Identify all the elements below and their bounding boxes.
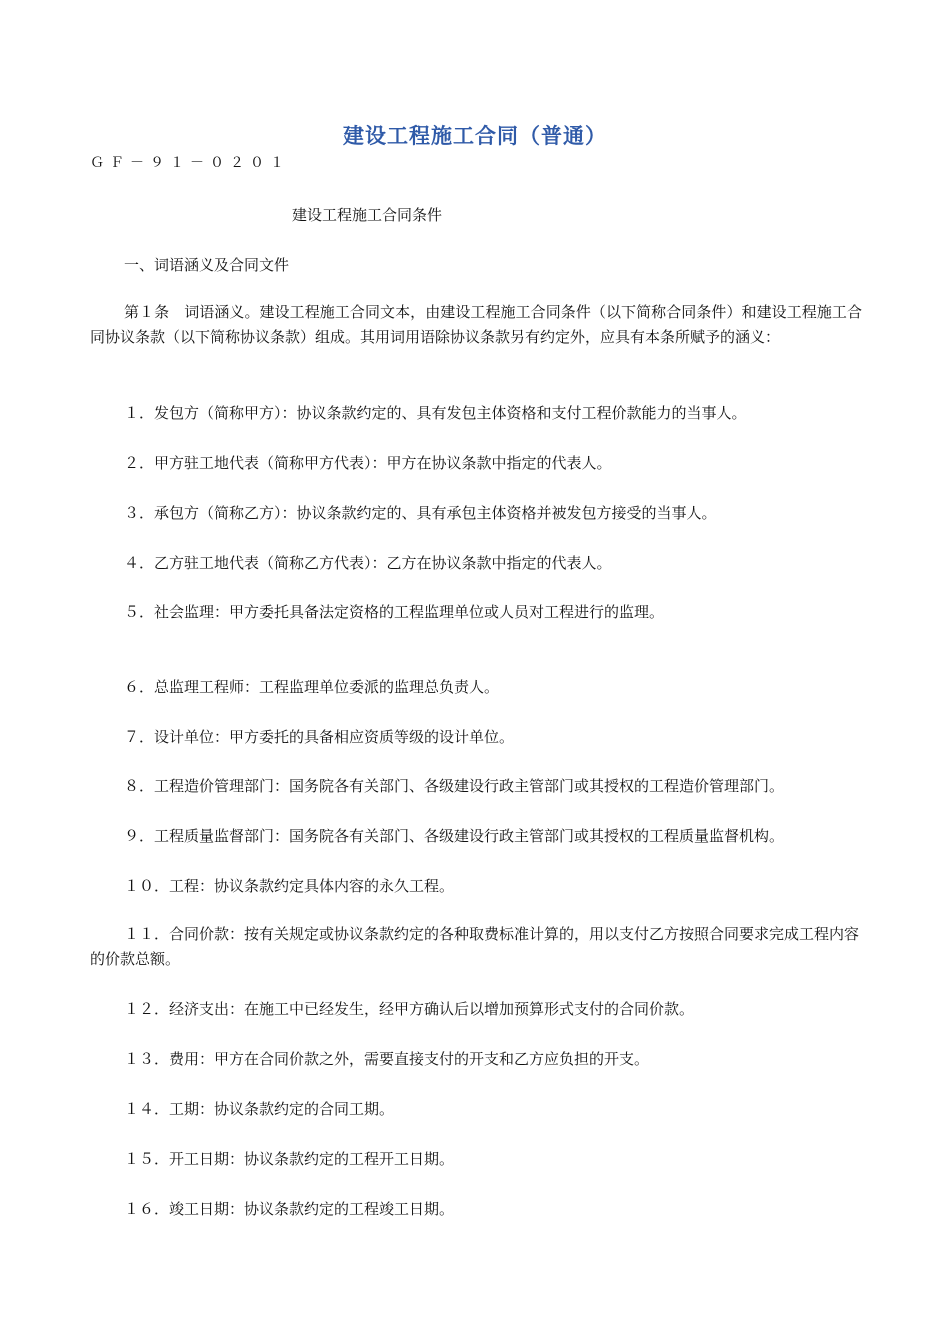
definition-item-1: １．发包方（简称甲方）：协议条款约定的、具有发包主体资格和支付工程价款能力的当事人。 xyxy=(124,404,747,422)
definition-item-14: １４．工期：协议条款约定的合同工期。 xyxy=(124,1100,395,1118)
definition-item-8: ８．工程造价管理部门：国务院各有关部门、各级建设行政主管部门或其授权的工程造价管理部门。 xyxy=(124,777,785,795)
definition-item-5: ５．社会监理：甲方委托具备法定资格的工程监理单位或人员对工程进行的监理。 xyxy=(124,603,665,621)
section-heading: 一、词语涵义及合同文件 xyxy=(124,256,290,274)
definition-item-4: ４．乙方驻工地代表（简称乙方代表）：乙方在协议条款中指定的代表人。 xyxy=(124,554,612,572)
definition-item-9: ９．工程质量监督部门：国务院各有关部门、各级建设行政主管部门或其授权的工程质量监督机构。 xyxy=(124,827,785,845)
definition-item-12: １２．经济支出：在施工中已经发生，经甲方确认后以增加预算形式支付的合同价款。 xyxy=(124,1000,695,1018)
definition-item-7: ７．设计单位：甲方委托的具备相应资质等级的设计单位。 xyxy=(124,728,515,746)
document-code: ＧＦ－９１－０２０１ xyxy=(90,155,290,171)
article-1-paragraph: 第１条 词语涵义。建设工程施工合同文本，由建设工程施工合同条件（以下简称合同条件）和建设工程施工合同协议条款（以下简称协议条款）组成。其用词用语除协议条款另有约定外，应具有本条所赋予的涵义： xyxy=(90,303,862,346)
definition-item-15: １５．开工日期：协议条款约定的工程开工日期。 xyxy=(124,1150,455,1168)
document-title: 建设工程施工合同（普通） xyxy=(343,124,607,148)
document-subtitle: 建设工程施工合同条件 xyxy=(292,206,443,224)
definition-item-10: １０．工程：协议条款约定具体内容的永久工程。 xyxy=(124,877,455,895)
definition-item-13: １３．费用：甲方在合同价款之外，需要直接支付的开支和乙方应负担的开支。 xyxy=(124,1050,650,1068)
definition-item-3: ３．承包方（简称乙方）：协议条款约定的、具有承包主体资格并被发包方接受的当事人。 xyxy=(124,504,717,522)
definition-item-2: ２．甲方驻工地代表（简称甲方代表）：甲方在协议条款中指定的代表人。 xyxy=(124,454,612,472)
definition-item-11: １１．合同价款：按有关规定或协议条款约定的各种取费标准计算的，用以支付乙方按照合同要求完成工程内容的价款总额。 xyxy=(90,925,860,968)
definition-item-6: ６．总监理工程师：工程监理单位委派的监理总负责人。 xyxy=(124,678,500,696)
definition-item-16: １６．竣工日期：协议条款约定的工程竣工日期。 xyxy=(124,1200,455,1218)
